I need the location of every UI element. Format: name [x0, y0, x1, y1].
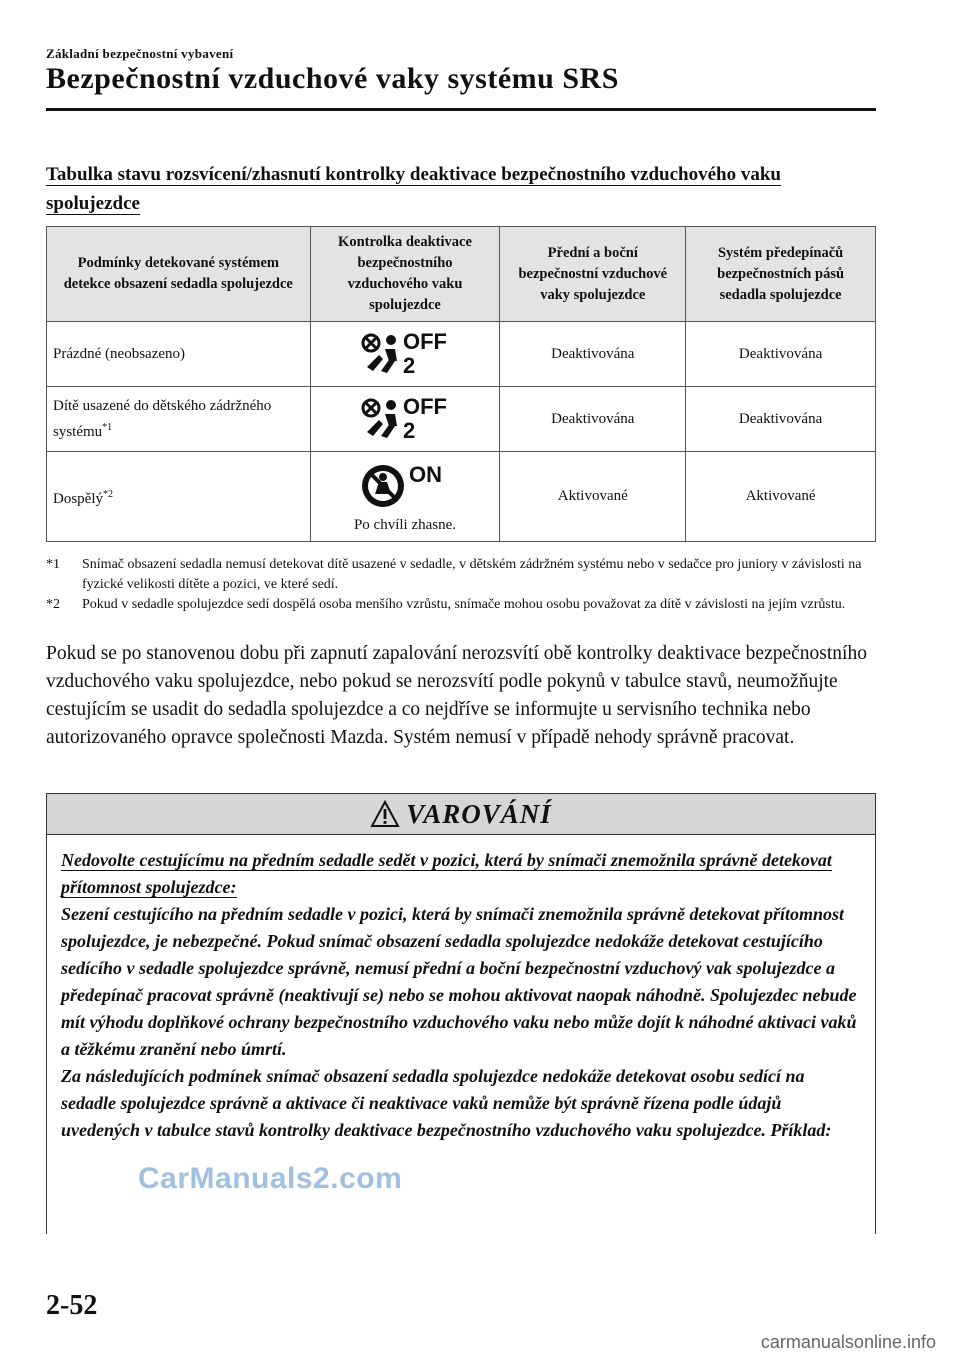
- airbag-status-cell: Aktivované: [500, 452, 686, 542]
- page-title: Bezpečnostní vzduchové vaky systému SRS: [46, 62, 619, 95]
- pretensioner-status-cell: Aktivované: [686, 452, 876, 542]
- table-header-row: [47, 227, 876, 322]
- title-rule: [46, 108, 876, 111]
- warning-lead: Nedovolte cestujícímu na předním sedadle sedět v pozici, která by snímači znemožnila správně detekovat přítomnost spolujezdce:: [61, 850, 832, 897]
- svg-text:2: 2: [402, 417, 416, 442]
- warning-title: VAROVÁNÍ: [406, 798, 552, 829]
- footnote-mark: *2: [46, 597, 60, 612]
- warning-header: [47, 794, 875, 835]
- status-table: [46, 226, 876, 542]
- footnote: [46, 595, 876, 615]
- page-number: 2-52: [46, 1290, 98, 1321]
- footnote: [46, 555, 876, 595]
- pretensioner-status-cell: Deaktivována: [686, 322, 876, 387]
- airbag-off-indicator-icon: [359, 327, 451, 377]
- footnote-text: Pokud v sedadle spolujezdce sedí dospělá osoba menšího vzrůstu, snímače mohou osobu považovat za dítě v závislosti na jejím vzrůstu.: [82, 597, 846, 612]
- warning-paragraph: Sezení cestujícího na předním sedadle v pozici, která by snímači znemožnila správně detekovat přítomnost spolujezdce, je nebezpečné. Pokud snímač obsazení sedadla spolujezdce nedokáže detekovat cestujícího sedícího v sedadle spolujezdce správně, nemusí přední a boční bezpečnostní vzduchový vak spolujezdce a předepínač pracovat správně (neaktivují se) nebo se mohou aktivovat naopak náhodně. Spolujezdec nebude mít výhodu doplňkové ochrany bezpečnostního vzduchového vaku nebo může dojít k náhodné aktivaci vaků a těžkému zranění nebo úmrtí.: [61, 904, 857, 1059]
- table-row: [47, 387, 876, 452]
- indicator-cell: [310, 322, 500, 387]
- header-pretensioners: Systém předepínačů bezpečnostních pásů sedadla spolujezdce: [686, 227, 876, 322]
- footnote-ref: *1: [102, 421, 113, 433]
- footnote-ref: *2: [103, 488, 113, 500]
- condition-text: Prázdné (neobsazeno): [53, 345, 186, 362]
- indicator-caption: Po chvíli zhasne.: [353, 516, 457, 533]
- watermark: CarManuals2.com: [138, 1162, 403, 1195]
- indicator-state-label: ON: [408, 461, 442, 487]
- header-indicator: Kontrolka deaktivace bezpečnostního vzduchového vaku spolujezdce: [310, 227, 500, 322]
- footnotes: [46, 555, 876, 615]
- indicator-state-label: OFF: [402, 328, 447, 354]
- indicator-cell: [310, 387, 500, 452]
- indicator-state-label: OFF: [402, 393, 447, 419]
- header-airbags: Přední a boční bezpečnostní vzduchové vaky spolujezdce: [500, 227, 686, 322]
- section-label: Základní bezpečnostní vybavení: [46, 46, 234, 61]
- condition-text: Dospělý: [53, 490, 103, 507]
- footer-site: carmanualsonline.info: [760, 1332, 936, 1352]
- airbag-off-indicator-icon: [359, 392, 451, 442]
- airbag-status-cell: Deaktivována: [500, 322, 686, 387]
- condition-cell: [47, 387, 311, 452]
- table-heading-text: Tabulka stavu rozsvícení/zhasnutí kontrolky deaktivace bezpečnostního vzduchového vaku spolujezdce: [46, 164, 781, 214]
- warning-triangle-icon: [370, 800, 400, 828]
- warning-paragraph: Za následujících podmínek snímač obsazení sedadla spolujezdce nedokáže detekovat osobu sedící na sedadle spolujezdce správně a aktivace či neaktivace vaků nemůže být správně řízena podle údajů uvedených v tabulce stavů kontrolky deaktivace bezpečnostního vzduchového vaku spolujezdce. Příklad:: [61, 1066, 832, 1140]
- warning-body: [47, 835, 875, 1144]
- table-row: [47, 322, 876, 387]
- condition-cell: [47, 322, 311, 387]
- table-row: [47, 452, 876, 542]
- body-paragraph: Pokud se po stanovenou dobu při zapnutí zapalování nerozsvítí obě kontrolky deaktivace bezpečnostního vzduchového vaku spolujezdce, nebo pokud se nerozsvítí podle pokynů v tabulce stavů, neumožňujte cestujícím se usadit do sedadla spolujezdce a co nejdříve se informujte u servisního technika nebo autorizovaného opravce společnosti Mazda. Systém nemusí v případě nehody správně pracovat.: [46, 643, 867, 748]
- airbag-status-cell: Deaktivována: [500, 387, 686, 452]
- table-heading: [46, 160, 876, 218]
- condition-cell: [47, 452, 311, 542]
- footnote-mark: *1: [46, 557, 60, 572]
- indicator-cell: [310, 452, 500, 542]
- condition-text: Dítě usazené do dětského zádržného systému: [53, 397, 272, 440]
- airbag-on-indicator-icon: [359, 460, 451, 510]
- header-conditions: Podmínky detekované systémem detekce obsazení sedadla spolujezdce: [47, 227, 311, 322]
- svg-text:2: 2: [402, 352, 416, 377]
- pretensioner-status-cell: Deaktivována: [686, 387, 876, 452]
- footnote-text: Snímač obsazení sedadla nemusí detekovat dítě usazené v sedadle, v dětském zádržném systému nebo v sedačce pro juniory v závislosti na fyzické velikosti dítěte a pozici, ve které sedí.: [82, 557, 862, 592]
